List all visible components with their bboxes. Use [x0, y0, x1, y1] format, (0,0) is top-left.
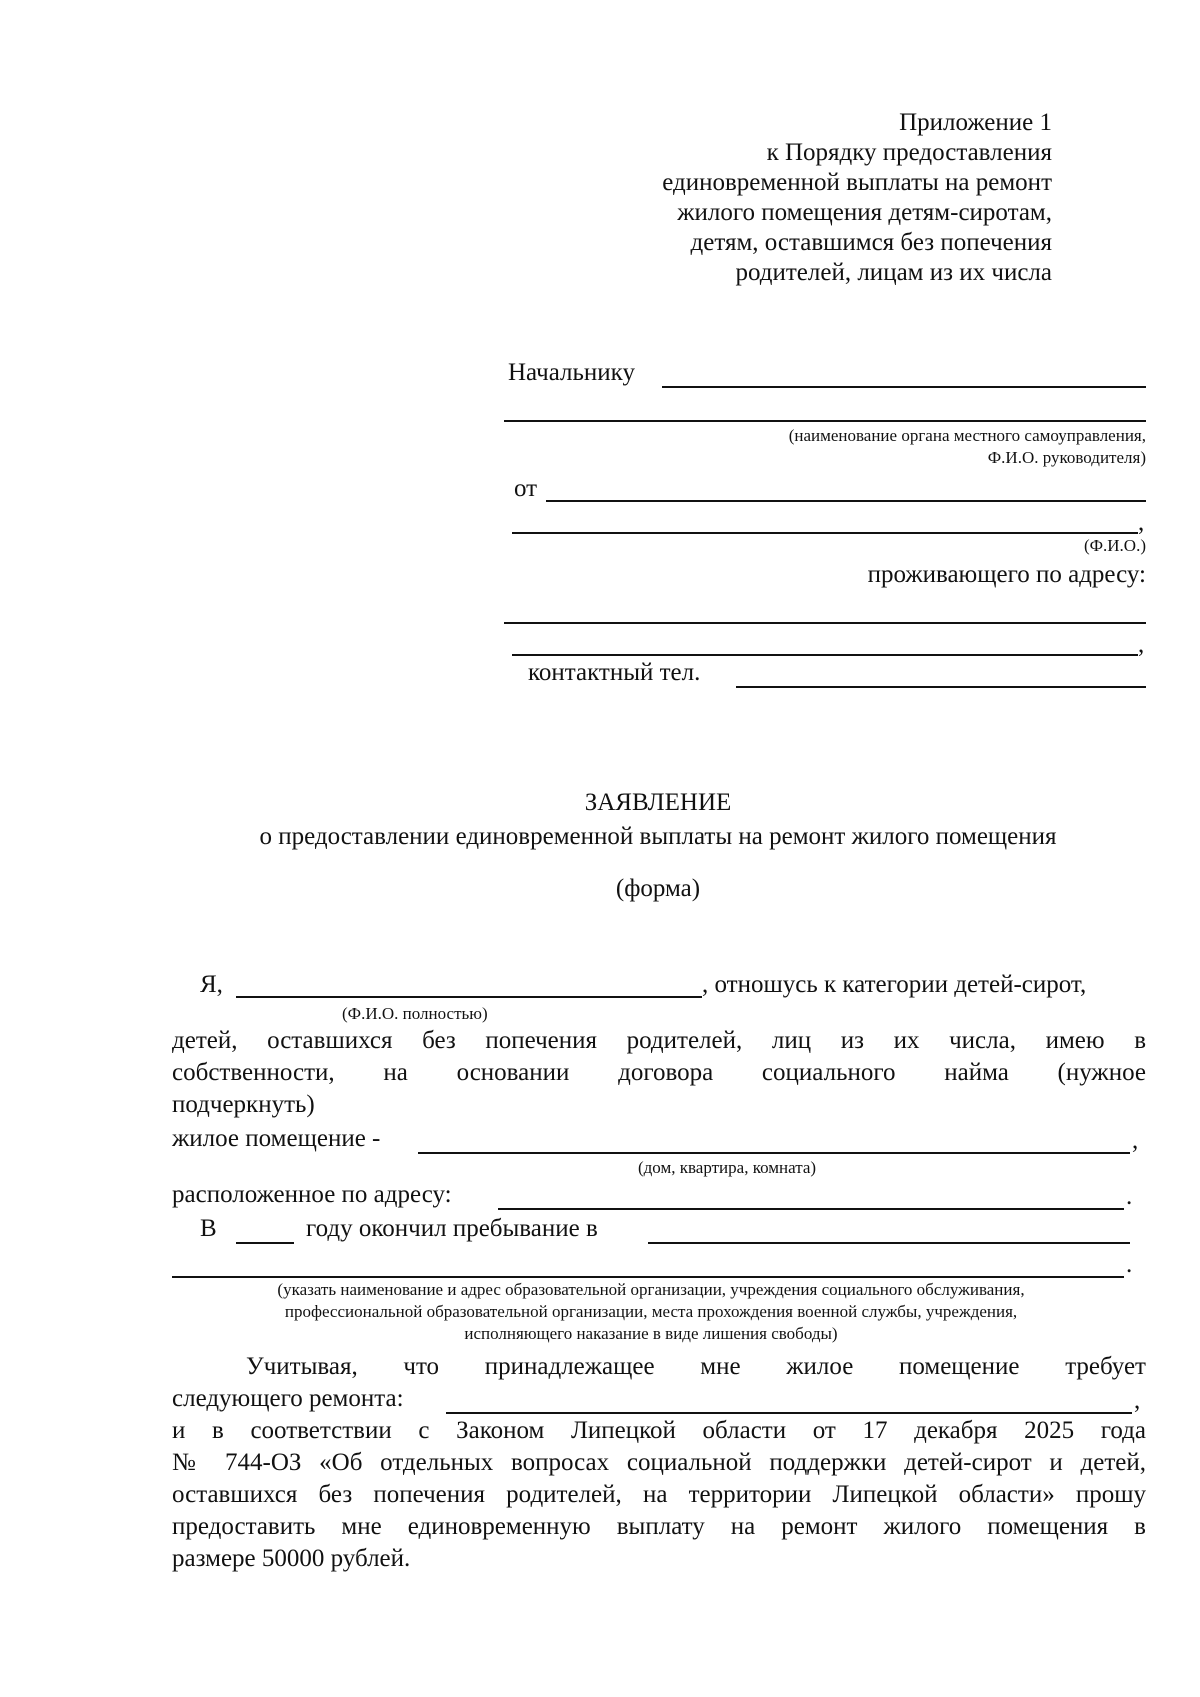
address-input-2[interactable] [512, 632, 1138, 656]
housing-type-input[interactable] [418, 1130, 1130, 1154]
comma: , [1134, 1387, 1141, 1414]
from-name-input[interactable] [546, 478, 1146, 502]
phone-input[interactable] [736, 664, 1146, 688]
repair-label: следующего ремонта: [172, 1385, 404, 1412]
appendix-line: жилого помещения детям-сиротам, [677, 199, 1052, 226]
year-suffix: году окончил пребывание в [306, 1215, 598, 1242]
year-input[interactable] [236, 1220, 294, 1244]
appendix-line: детям, оставшимся без попечения [690, 229, 1052, 256]
head-organ-input[interactable] [504, 398, 1146, 422]
i-label: Я, [200, 971, 223, 998]
comma: , [1138, 631, 1145, 658]
org-hint: (указать наименование и адрес образовательной организации, учреждения социального обслуживания, [277, 1280, 1025, 1299]
appendix-line: Приложение 1 [899, 109, 1052, 136]
head-name-input[interactable] [662, 364, 1146, 388]
applicant-name-input[interactable] [236, 974, 702, 998]
repair-input[interactable] [446, 1390, 1132, 1414]
comma: , [1138, 509, 1145, 536]
text-line: подчеркнуть) [172, 1091, 315, 1118]
institution-input[interactable] [648, 1220, 1130, 1244]
phone-label: контактный тел. [528, 659, 701, 686]
document-title: ЗАЯВЛЕНИЕ [584, 789, 732, 816]
appendix-line: родителей, лицам из их числа [735, 259, 1052, 286]
form-note: (форма) [615, 875, 701, 902]
period: . [1126, 1183, 1133, 1210]
from-label: от [514, 475, 538, 502]
text-line: Учитывая, что принадлежащее мне жилое помещение требует [246, 1353, 1146, 1380]
comma: , [1132, 1127, 1139, 1154]
fio-full-hint: (Ф.И.О. полностью) [342, 1004, 488, 1023]
head-label: Начальнику [508, 359, 635, 386]
head-hint: Ф.И.О. руководителя) [987, 448, 1146, 467]
text-line: оставшихся без попечения родителей, на территории Липецкой области» прошу [172, 1481, 1146, 1508]
institution-input-2[interactable] [172, 1254, 1124, 1278]
org-hint: исполняющего наказание в виде лишения свободы) [464, 1324, 838, 1343]
address-label: расположенное по адресу: [172, 1181, 452, 1208]
document-subtitle: о предоставлении единовременной выплаты на ремонт жилого помещения [259, 823, 1057, 850]
appendix-line: единовременной выплаты на ремонт [662, 169, 1052, 196]
org-hint: профессиональной образовательной организации, места прохождения военной службы, учреждения, [284, 1302, 1018, 1321]
category-text: , отношусь к категории детей-сирот, [702, 971, 1087, 998]
from-name-input-2[interactable] [512, 510, 1138, 534]
text-line: собственности, на основании договора социального найма (нужное [172, 1059, 1146, 1086]
residing-label: проживающего по адресу: [867, 561, 1146, 588]
year-prefix: В [200, 1215, 217, 1242]
text-line: и в соответствии с Законом Липецкой области от 17 декабря 2025 года [172, 1417, 1146, 1444]
period: . [1126, 1251, 1133, 1278]
appendix-line: к Порядку предоставления [766, 139, 1052, 166]
housing-hint: (дом, квартира, комната) [638, 1158, 817, 1177]
housing-label: жилое помещение - [172, 1125, 381, 1152]
text-line: предоставить мне единовременную выплату на ремонт жилого помещения в [172, 1513, 1146, 1540]
head-hint: (наименование органа местного самоуправления, [788, 426, 1146, 445]
text-line: детей, оставшихся без попечения родителей, лиц из их числа, имею в [172, 1027, 1146, 1054]
housing-address-input[interactable] [498, 1186, 1124, 1210]
fio-hint: (Ф.И.О.) [1083, 536, 1146, 555]
address-input[interactable] [504, 600, 1146, 624]
text-line: размере 50000 рублей. [172, 1545, 411, 1572]
text-line: № 744-ОЗ «Об отдельных вопросах социальной поддержки детей-сирот и детей, [172, 1449, 1146, 1476]
